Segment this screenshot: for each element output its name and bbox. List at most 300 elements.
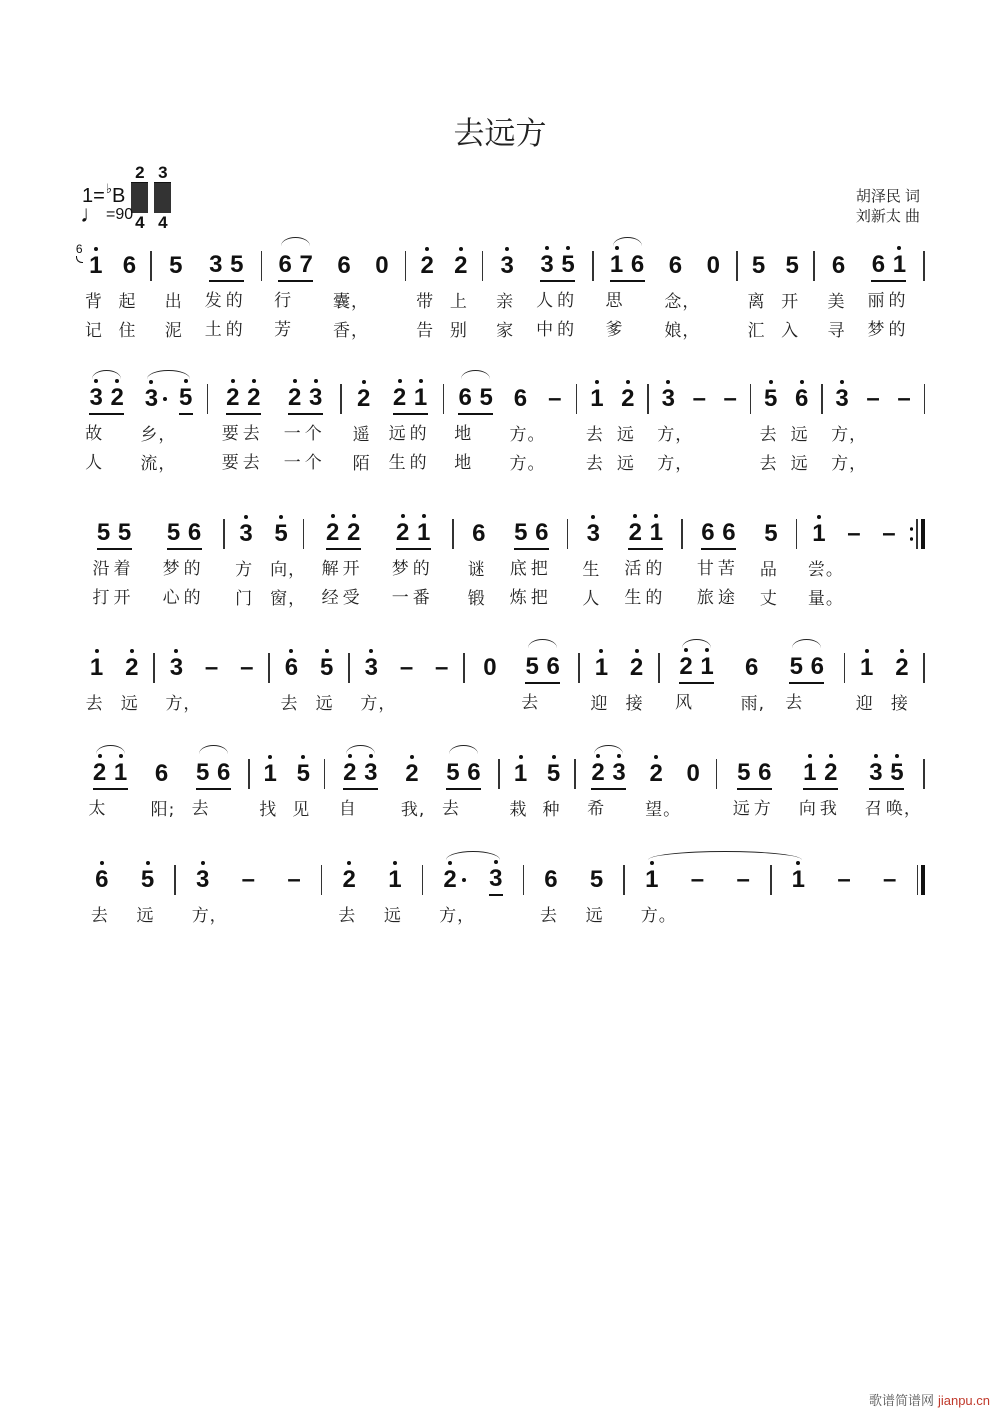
note-number: 3 <box>540 250 554 278</box>
lyric-verse-1: 带 <box>416 292 435 312</box>
high-octave-dot <box>505 247 509 251</box>
lyric-verse-2: 一 <box>391 587 410 608</box>
note <box>747 252 766 341</box>
beamed-group <box>521 652 560 713</box>
note-number: 1 <box>645 866 659 893</box>
lyric-verse-1: 方。 <box>640 906 677 926</box>
note-number: 5 <box>763 385 778 412</box>
lyric-verse-1: 思 <box>605 290 624 311</box>
lyric-verse-1: 我, <box>400 800 426 820</box>
note-number: 6 <box>535 518 549 546</box>
lyric-verse-1: 自 <box>338 798 357 819</box>
time-top: 2 <box>135 163 145 182</box>
measure <box>577 384 647 474</box>
note <box>855 654 874 714</box>
note <box>283 383 302 473</box>
note <box>732 758 751 819</box>
note-number: 3 <box>500 252 514 279</box>
beamed-group <box>388 383 428 473</box>
note-number: 5 <box>789 652 803 680</box>
note-number: – <box>690 866 705 893</box>
note <box>383 866 402 926</box>
beamed-group <box>785 652 824 713</box>
note <box>831 385 868 474</box>
note <box>717 518 736 608</box>
lyric-verse-1: 要 <box>221 423 240 444</box>
lyric-verse-1: 乡， <box>140 425 177 445</box>
note-number: 1 <box>791 866 805 893</box>
note <box>136 866 155 926</box>
beamed-group <box>441 758 481 819</box>
dash <box>400 654 414 682</box>
slur-arc <box>92 370 121 379</box>
note-number: 3 <box>239 520 253 547</box>
note-number: 3 <box>209 250 223 278</box>
dash <box>837 866 851 894</box>
high-octave-dot <box>599 649 603 653</box>
lyric-verse-1: 找 <box>259 800 278 820</box>
note-number: 6 <box>544 866 558 893</box>
dash <box>882 520 896 548</box>
music-line <box>75 864 925 926</box>
dash <box>723 385 737 413</box>
note-number: 6 <box>722 518 736 546</box>
lyric-verse-1: 谜 <box>467 560 486 580</box>
note <box>864 758 883 819</box>
measure <box>75 383 207 474</box>
lyric-verse-1: 生 <box>582 560 601 580</box>
measure <box>568 518 681 609</box>
music-line <box>75 383 925 474</box>
high-octave-dot <box>231 379 235 383</box>
note-number: 0 <box>483 654 497 681</box>
high-octave-dot <box>325 649 329 653</box>
high-octave-dot <box>494 860 498 864</box>
note <box>92 518 111 608</box>
note-number: 1 <box>388 866 402 893</box>
augmentation-dot <box>163 397 167 401</box>
note-number: 5 <box>96 518 111 546</box>
high-octave-dot <box>301 755 305 759</box>
high-octave-dot <box>352 514 356 518</box>
note-number: 5 <box>296 760 310 787</box>
lyric-verse-1: 去 <box>191 798 210 819</box>
note-number: 6 <box>216 758 231 786</box>
note <box>798 758 817 819</box>
lyric-verse-1: 品 <box>759 560 778 580</box>
lyric-verse-1: 望。 <box>645 800 682 820</box>
lyric-verse-1: 梦 <box>391 558 410 579</box>
music-line <box>75 652 925 714</box>
lyric-verse-1: 发 <box>204 290 223 311</box>
note <box>539 866 558 926</box>
note-number: 5 <box>514 518 528 546</box>
final-barline <box>917 865 926 895</box>
note-number: 2 <box>591 758 605 786</box>
measure <box>465 652 579 713</box>
lyric-verse-1: 囊， <box>333 292 370 312</box>
note <box>700 653 714 681</box>
measure <box>152 250 261 341</box>
thin-line <box>916 519 918 549</box>
note-number: 2 <box>454 252 468 279</box>
lyric-verse-1: 背 <box>84 292 103 312</box>
song-title: 去远方 <box>453 116 547 151</box>
measure <box>350 653 464 714</box>
barline <box>923 653 925 683</box>
tempo-value: =90 <box>106 206 134 223</box>
lyric-verse-1: 去 <box>759 425 778 445</box>
note <box>509 385 546 474</box>
note <box>587 758 606 819</box>
lyric-verse-2: 的 <box>557 319 576 340</box>
measure <box>845 653 923 714</box>
note-number: 6 <box>810 652 824 680</box>
note <box>304 383 323 473</box>
note <box>489 865 503 893</box>
beamed-group <box>179 384 193 415</box>
time-bottom: 4 <box>135 213 145 232</box>
high-octave-dot <box>362 380 366 384</box>
high-octave-dot <box>617 754 621 758</box>
lyric-verse-2: 把 <box>530 587 549 608</box>
note-number: – <box>435 654 449 681</box>
lyric-verse-2: 个 <box>304 452 323 473</box>
note-number: 2 <box>649 760 663 787</box>
note-number: – <box>736 866 750 893</box>
measure <box>625 865 770 926</box>
lyric-verse-1: 见 <box>292 800 311 820</box>
note <box>790 385 809 474</box>
note <box>270 520 307 609</box>
beamed-group <box>732 758 772 819</box>
note-number: 5 <box>179 383 193 411</box>
note <box>299 251 313 279</box>
note <box>120 654 139 714</box>
lyric-verse-1: 远 <box>120 694 139 714</box>
note <box>292 760 311 820</box>
high-octave-dot <box>595 380 599 384</box>
high-octave-dot <box>796 861 800 865</box>
dash <box>736 866 750 894</box>
note-number: 6 <box>871 250 886 278</box>
note-number: 6 <box>284 654 299 681</box>
lyric-verse-1: 着 <box>113 558 132 579</box>
lyric-verse-2: 香， <box>333 321 370 341</box>
lyric-verse-2: 的 <box>409 452 428 473</box>
note <box>333 252 370 341</box>
note <box>509 760 528 820</box>
note-number: 1 <box>892 250 907 278</box>
high-octave-dot <box>401 514 405 518</box>
note-number: 5 <box>166 518 181 546</box>
lyric-verse-2: 的 <box>888 319 907 340</box>
note <box>165 654 202 714</box>
note-number: 5 <box>319 654 334 681</box>
lyric-verse-1: 解 <box>321 558 340 579</box>
measure <box>500 759 574 820</box>
slur-arc <box>346 745 375 754</box>
lyric-verse-2: 去 <box>759 454 778 474</box>
note-number: 1 <box>594 654 609 681</box>
note-number: 6 <box>458 383 472 411</box>
note-number: – <box>692 385 706 412</box>
high-octave-dot <box>666 380 670 384</box>
note-number: 2 <box>628 518 643 546</box>
note <box>338 866 357 926</box>
note <box>582 520 601 609</box>
note-number: 5 <box>525 652 539 680</box>
note <box>467 759 481 787</box>
lyric-verse-1: 唤， <box>885 798 922 819</box>
note <box>885 758 922 819</box>
note <box>439 866 476 926</box>
lyric-verse-1: 上 <box>449 292 468 312</box>
note-number: 6 <box>794 385 809 412</box>
lyric-verse-1: 去 <box>585 425 604 445</box>
high-octave-dot <box>419 379 423 383</box>
lyric-verse-2: 丈 <box>759 589 778 609</box>
note <box>625 654 644 714</box>
note-number: 1 <box>413 383 428 411</box>
note <box>590 654 609 714</box>
high-octave-dot <box>279 515 283 519</box>
note <box>183 518 202 608</box>
lyric-verse-2: 锻 <box>467 589 486 609</box>
note-number: 6 <box>701 518 715 546</box>
note <box>162 518 181 608</box>
measure <box>454 518 567 609</box>
note-number: 2 <box>392 383 407 411</box>
note <box>807 520 844 609</box>
lyric-verse-1: 方， <box>165 694 202 714</box>
fraction-line <box>154 182 171 213</box>
lyric-verse-1: 的 <box>557 290 576 311</box>
note <box>521 652 540 713</box>
measure <box>576 758 716 820</box>
slur-arc <box>199 745 228 754</box>
high-octave-dot <box>650 861 654 865</box>
measure <box>262 250 405 341</box>
note <box>150 760 176 820</box>
note-number: – <box>723 385 737 412</box>
note-number: 2 <box>679 652 693 680</box>
time-signature-1 <box>131 164 148 231</box>
note-number: 2 <box>396 518 410 546</box>
lyric-verse-1: 方， <box>191 906 228 926</box>
note-number: – <box>204 654 219 681</box>
lyric-verse-2: 土 <box>204 319 223 340</box>
high-octave-dot <box>654 514 658 518</box>
lyric-verse-1: 开 <box>342 558 361 579</box>
high-octave-dot <box>184 379 188 383</box>
lyric-verse-2: 记 <box>84 321 103 341</box>
augmentation-dot <box>462 878 466 882</box>
measure <box>649 384 750 474</box>
lyric-verse-2: 芳 <box>274 319 293 340</box>
beamed-group <box>624 518 664 608</box>
dash <box>435 654 449 682</box>
measure <box>772 865 917 895</box>
dash <box>205 654 219 682</box>
beamed-group <box>798 758 838 819</box>
note-number: 3 <box>612 758 626 786</box>
note <box>616 385 635 474</box>
note-number: 6 <box>337 252 351 279</box>
high-octave-dot <box>654 755 658 759</box>
measure <box>176 865 321 926</box>
measure <box>738 251 813 341</box>
lyric-verse-1: 去 <box>90 906 109 926</box>
lyric-verse-1: 雨, <box>740 694 766 714</box>
high-octave-dot <box>566 246 570 250</box>
note-number: 2 <box>226 383 240 411</box>
high-octave-dot <box>422 514 426 518</box>
time-top: 3 <box>158 163 168 182</box>
note-number: 5 <box>195 758 210 786</box>
note-number: 1 <box>263 760 277 787</box>
measure <box>325 758 498 820</box>
note-number: 2 <box>346 518 361 546</box>
high-octave-dot <box>95 649 99 653</box>
beamed-group <box>867 250 907 340</box>
note-number: – <box>548 385 562 412</box>
high-octave-dot <box>519 755 523 759</box>
high-octave-dot <box>146 861 150 865</box>
note <box>791 866 805 894</box>
beamed-group <box>221 383 261 473</box>
dash <box>287 866 301 894</box>
lyric-verse-1: 的 <box>645 558 664 579</box>
lyric-verse-1: 种 <box>542 800 561 820</box>
note <box>110 384 124 412</box>
note <box>342 518 361 608</box>
slur-arc <box>613 237 642 246</box>
note <box>530 518 549 608</box>
slur-arc <box>446 851 500 860</box>
lyric-verse-1: 接 <box>890 694 909 714</box>
note-number: 2 <box>824 758 838 786</box>
lyric-verse-1: 太 <box>88 798 107 819</box>
note-number: 6 <box>831 252 846 279</box>
note-number: 3 <box>661 385 675 412</box>
beamed-group <box>454 383 493 473</box>
beamed-group <box>605 250 645 340</box>
lyric-verse-1: 去 <box>242 423 261 444</box>
measure <box>580 653 658 714</box>
note <box>706 252 720 280</box>
note <box>179 384 193 412</box>
high-octave-dot <box>268 755 272 759</box>
high-octave-dot <box>94 379 98 383</box>
lyric-verse-1: 底 <box>509 558 528 579</box>
note <box>890 654 909 714</box>
grace-note: 6 <box>75 242 83 256</box>
dash <box>241 866 255 894</box>
note-number: 2 <box>247 383 261 411</box>
note-number: 0 <box>706 252 720 279</box>
high-octave-dot <box>900 649 904 653</box>
lyric-verse-2: 告 <box>416 321 435 341</box>
watermark <box>869 1390 990 1409</box>
high-octave-dot <box>769 380 773 384</box>
high-octave-dot <box>94 247 98 251</box>
note <box>696 518 715 608</box>
note <box>479 384 493 412</box>
measure <box>304 518 452 608</box>
note-number: 1 <box>89 252 103 279</box>
lyric-verse-1: 出 <box>164 292 183 312</box>
lyric-verse-2: 泥 <box>164 321 183 341</box>
lyric-verse-2: 远 <box>616 454 635 474</box>
note-number: 5 <box>546 760 561 787</box>
note <box>88 758 107 819</box>
high-octave-dot <box>829 754 833 758</box>
note <box>546 653 560 681</box>
lyric-verse-2: 家 <box>496 321 515 341</box>
lyric-verse-1: 方， <box>657 425 694 445</box>
note-number: 5 <box>589 866 604 893</box>
lyric-verse-1: 栽 <box>509 800 528 820</box>
dash <box>897 385 911 413</box>
high-octave-dot <box>808 754 812 758</box>
note-number: 3 <box>169 654 184 681</box>
thick-line <box>921 519 925 549</box>
beamed-group <box>391 518 431 608</box>
note <box>416 252 435 341</box>
lyric-verse-1: 方 <box>235 560 254 580</box>
lyric-verse-1: 向， <box>270 560 307 580</box>
note-number: 5 <box>446 758 460 786</box>
note-number: 5 <box>561 250 575 278</box>
lyric-verse-2: 人 <box>582 589 601 609</box>
high-octave-dot <box>410 755 414 759</box>
note-number: – <box>241 866 256 893</box>
note-number: 6 <box>467 758 481 786</box>
note <box>75 242 103 341</box>
lyric-verse-1: 去 <box>539 906 558 926</box>
dash <box>866 385 880 413</box>
high-octave-dot <box>448 861 452 865</box>
note-number: 1 <box>513 760 528 787</box>
lyric-verse-2: 开 <box>113 587 132 608</box>
lyric-verse-1: 远 <box>790 425 809 445</box>
high-octave-dot <box>119 754 123 758</box>
note-number: 6 <box>472 520 486 547</box>
note <box>364 759 378 787</box>
fraction-line <box>131 182 148 213</box>
beamed-group <box>509 518 549 608</box>
note-number: 2 <box>443 866 457 893</box>
lyric-verse-1: 丽 <box>867 290 886 311</box>
lyric-verse-2: 爹 <box>605 319 624 340</box>
measure <box>322 865 421 926</box>
lyric-verse-1: 远 <box>585 906 604 926</box>
note-number: 7 <box>299 250 313 278</box>
note <box>164 252 183 341</box>
note <box>375 252 389 280</box>
high-octave-dot <box>591 515 595 519</box>
measure <box>250 759 324 820</box>
dash <box>690 866 704 894</box>
note <box>483 654 497 682</box>
lyric-verse-1: 的 <box>888 290 907 311</box>
note <box>449 252 468 341</box>
note <box>827 252 846 341</box>
note <box>542 760 561 820</box>
measure <box>594 250 737 341</box>
note <box>441 758 460 819</box>
